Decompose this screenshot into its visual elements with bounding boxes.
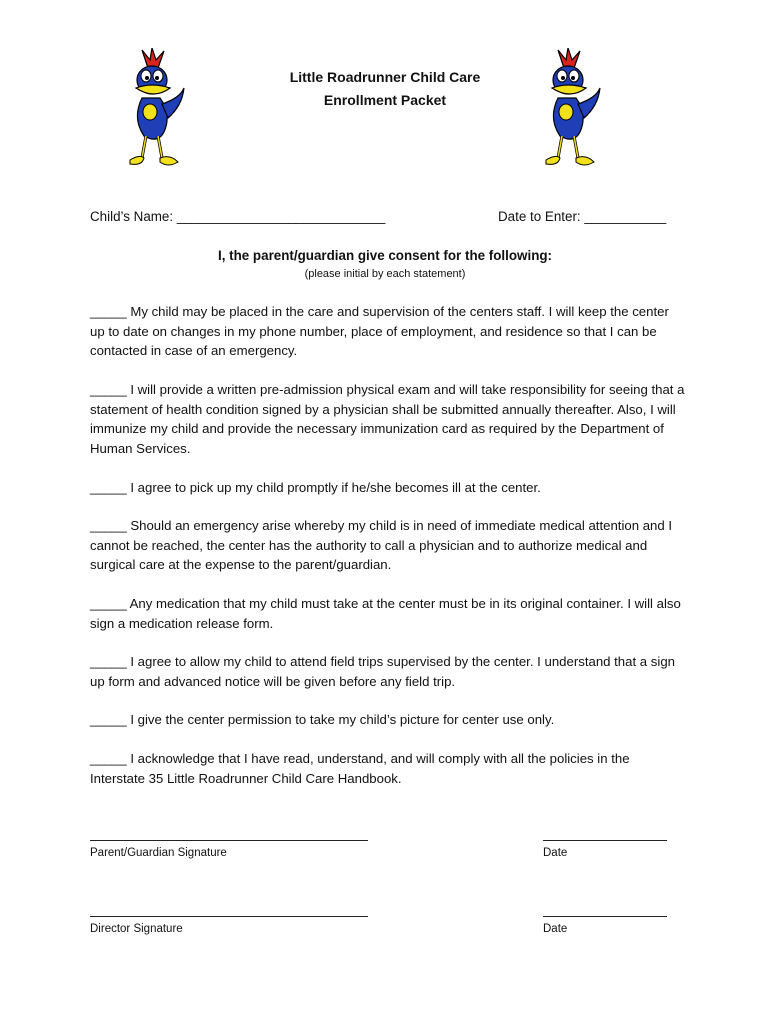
consent-heading: I, the parent/guardian give consent for the following:: [217, 248, 553, 263]
initial-blank: _____: [90, 751, 127, 766]
director-signature-label: Director Signature: [90, 923, 183, 935]
child-name-field: Child’s Name: ____________________________: [90, 209, 386, 224]
consent-statement-5: [90, 594, 686, 633]
consent-subheading: (please initial by each statement): [304, 268, 466, 280]
consent-statement-1: [90, 302, 686, 361]
initial-blank: _____: [90, 654, 127, 669]
director-date-line: [543, 916, 667, 917]
statement-text: I agree to allow my child to attend field trips supervised by the center. I understand that a sign up form and advanced notice will be given before any field trip.: [90, 654, 679, 689]
parent-signature-label: Parent/Guardian Signature: [90, 847, 227, 859]
statement-text: Should an emergency arise whereby my child is in need of immediate medical attention and I cannot be reached, the center has the authority to call a physician and to authorize medical and surgical care at the expense to the parent/guardian.: [90, 518, 676, 572]
parent-signature-line: [90, 840, 368, 841]
initial-blank: _____: [90, 518, 127, 533]
document-title: [0, 66, 770, 112]
title-line-2: Enrollment Packet: [323, 92, 447, 108]
statement-text: My child may be placed in the care and supervision of the centers staff. I will keep the center up to date on changes in my phone number, place of employment, and residence so that I can be contacted in case of an emergency.: [90, 304, 673, 358]
statement-text: I will provide a written pre-admission physical exam and will take responsibility for seeing that a statement of health condition signed by a physician shall be submitted annually thereafter. Also, I will immunize my child and provide the necessary immunization card as required by the Department of Human Services.: [90, 382, 689, 456]
statement-text: I give the center permission to take my child’s picture for center use only.: [126, 712, 555, 727]
initial-blank: _____: [90, 304, 127, 319]
consent-statement-3: [90, 478, 686, 498]
initial-blank: _____: [90, 382, 127, 397]
statement-text: Any medication that my child must take at the center must be in its original container. I will also sign a medication release form.: [90, 596, 685, 631]
consent-statement-2: [90, 380, 689, 458]
parent-date-label: Date: [543, 847, 568, 859]
consent-statement-4: [90, 516, 686, 575]
consent-statement-7: [90, 710, 686, 730]
statement-text: I acknowledge that I have read, understand, and will comply with all the policies in the Interstate 35 Little Roadrunner Child Care Handbook.: [90, 751, 634, 786]
date-to-enter-field: Date to Enter: ___________: [498, 209, 667, 224]
title-line-1: Little Roadrunner Child Care: [289, 69, 481, 85]
director-signature-line: [90, 916, 368, 917]
initial-blank: _____: [90, 712, 127, 727]
consent-statement-6: [90, 652, 686, 691]
initial-blank: _____: [90, 596, 127, 611]
statement-text: I agree to pick up my child promptly if he/she becomes ill at the center.: [126, 480, 541, 495]
director-date-label: Date: [543, 923, 568, 935]
parent-date-line: [543, 840, 667, 841]
initial-blank: _____: [90, 480, 127, 495]
consent-statement-8: [90, 749, 686, 788]
